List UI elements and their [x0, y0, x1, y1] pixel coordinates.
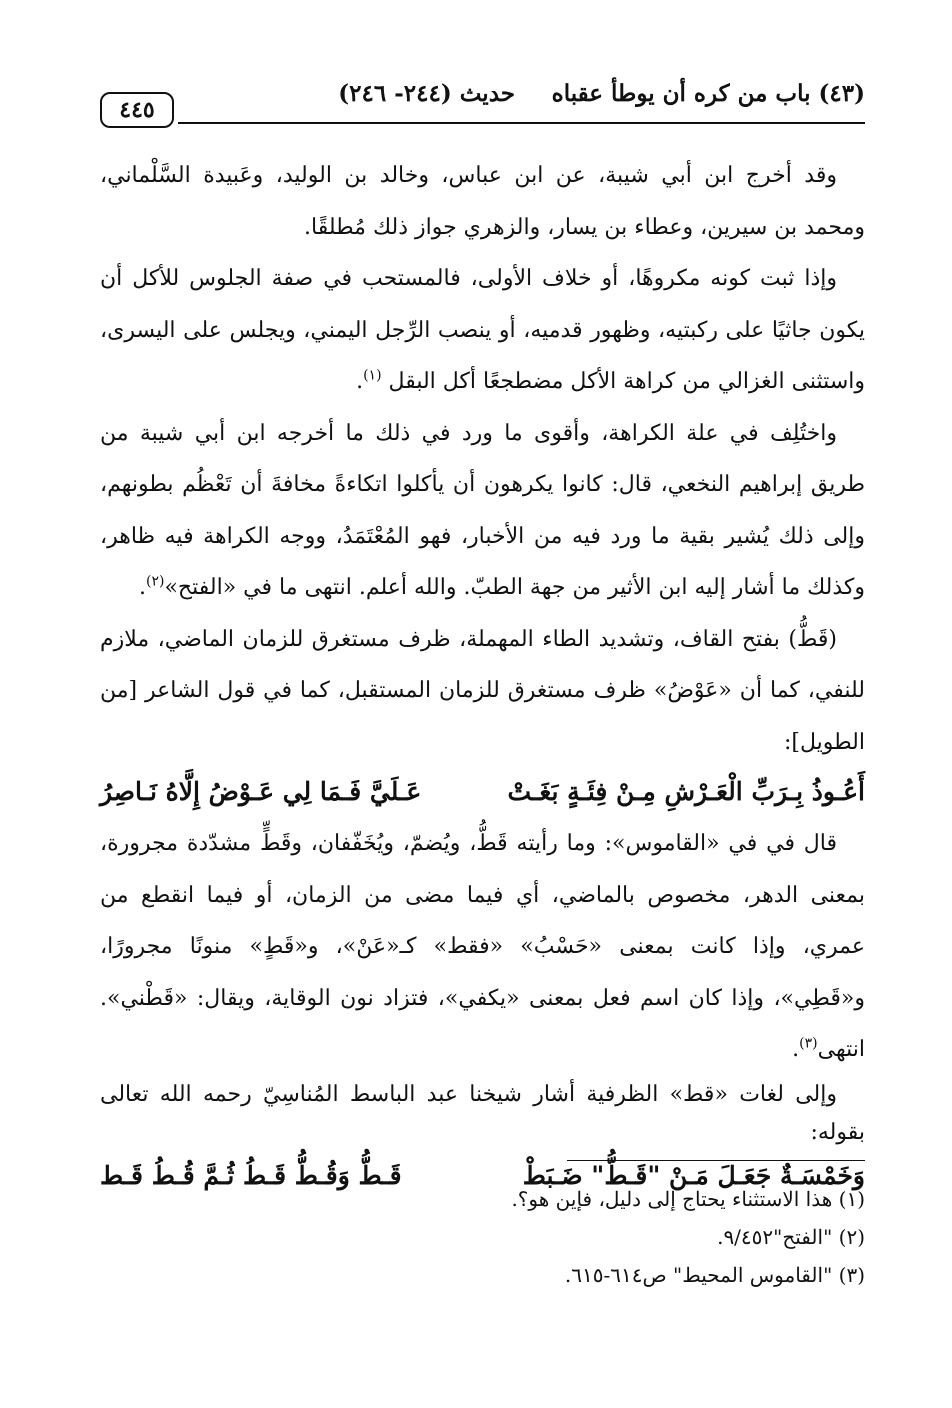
- main-text: [100, 150, 865, 1202]
- paragraph-3-text: واختُلِف في علة الكراهة، وأقوى ما ورد في ذلك ما أخرجه ابن أبي شيبة من طريق إبراهيم النخعي، قال: كانوا يكرهون أن يأكلوا اتكاءةً مخافةَ أن تَعْظُم بطونهم، وإلى ذلك يُشير بقية ما ورد فيه من الأخبار، فهو المُعْتَمَدُ، ووجه الكراهة فيه ظاهر، وكذلك ما أشار إليه ابن الأثير من جهة الطبّ. والله أعلم. انتهى ما في «الفتح»: [100, 420, 865, 600]
- verse-2-first-hemistich: وَخَمْسَـةٌ جَعَـلَ مَـنْ "قَـطُّ" ضَـبَطْ: [522, 1160, 865, 1190]
- footnote-ref-3: (٣): [799, 1035, 818, 1052]
- page-number: ٤٤٥: [100, 92, 174, 128]
- paragraph-3-end: .: [138, 575, 146, 600]
- poetry-verse-1: [100, 770, 865, 814]
- verse-1-second-hemistich: عَـلَيَّ فَـمَا لِي عَـوْضُ إِلَّاهُ نَـاصِرُ: [100, 777, 422, 806]
- paragraph-2-text: وإذا ثبت كونه مكروهًا، أو خلاف الأولى، فالمستحب في صفة الجلوس للأكل أن يكون جاثيًا على ركبتيه، وظهور قدميه، أو ينصب الرِّجل اليمني، ويجلس على اليسرى، واستثنى الغزالي من كراهة الأكل مضطجعًا أكل البقل: [100, 266, 865, 394]
- paragraph-6: وإلى لغات «قط» الظرفية أشار شيخنا عبد الباسط المُناسِيّ رحمه الله تعالى بقوله:: [100, 1081, 865, 1145]
- verse-2-second-hemistich: قَـطُّ وَقُـطُّ قَـطُ ثُـمَّ قُـطُ قَـط: [100, 1160, 402, 1190]
- paragraph-5-text: قال في في «القاموس»: وما رأيته قَطُّ، ويُضمّ، ويُخَفّفان، وقَطٍّ مشدّدة مجرورة، بمعنى الدهر، مخصوص بالماضي، أي فيما مضى من الزمان، أو فيما انقطع من عمري، وإذا كانت بمعنى «حَسْبُ» «فقط» كـ«عَنْ»، و«قَطٍ» منونًا مجرورًا، و«قَطِي»، وإذا كان اسم فعل بمعنى «يكفي»، فتزاد نون الوقاية، ويقال: «قَطْني». انتهى: [100, 831, 865, 1062]
- paragraph-5-end: .: [792, 1037, 800, 1062]
- paragraph-2-end: .: [356, 369, 364, 394]
- footnote-2: (٢) "الفتح"٩/٤٥٢.: [717, 1225, 865, 1249]
- paragraph-5: [100, 818, 865, 1076]
- header-rule: [178, 122, 865, 124]
- footnote-1: (١) هذا الاستثناء يحتاج إلى دليل، فإين هو؟.: [511, 1187, 865, 1211]
- footnotes: [100, 1180, 865, 1294]
- paragraph-3: [100, 408, 865, 614]
- footnote-ref-1: (١): [363, 367, 382, 384]
- footnote-3: (٣) "القاموس المحيط" ص٦١٤-٦١٥.: [564, 1263, 865, 1287]
- paragraph-4: (قَطُّ) بفتح القاف، وتشديد الطاء المهملة، ظرف مستغرق للزمان الماضي، ملازم للنفي، كما أن «عَوْضُ» ظرف مستغرق للزمان المستقبل، كما في قول الشاعر [من الطويل]:: [100, 626, 865, 755]
- hadith-range: حديث (٢٤٤- ٢٤٦): [338, 80, 515, 107]
- footnote-ref-2: (٢): [145, 573, 165, 590]
- page-header: [100, 78, 865, 132]
- verse-1-first-hemistich: أَعُـوذُ بِـرَبِّ الْعَـرْشِ مِـنْ فِئَـةٍ بَغَـتْ: [507, 777, 865, 806]
- paragraph-2: [100, 253, 865, 408]
- chapter-title: (٤٣) باب من كره أن يوطأ عقباه: [551, 80, 865, 107]
- paragraph-1: وقد أخرج ابن أبي شيبة، عن ابن عباس، وخالد بن الوليد، وعَبيدة السَّلْماني، ومحمد بن سيرين، وعطاء بن يسار، والزهري جواز ذلك مُطلقًا.: [100, 163, 865, 240]
- footnote-separator: [567, 1160, 865, 1161]
